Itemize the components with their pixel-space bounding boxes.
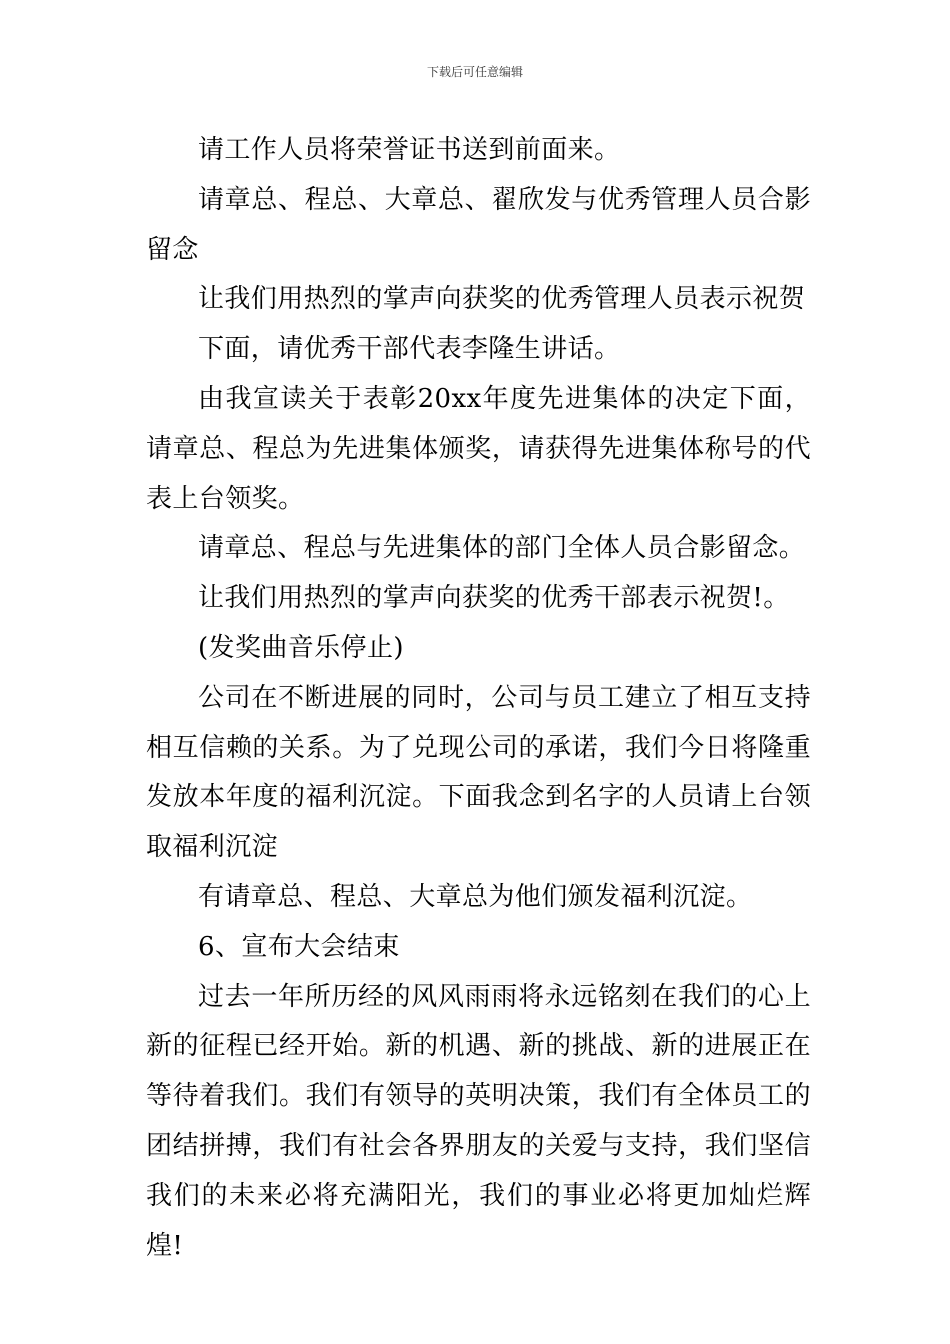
paragraph-1: 请工作人员将荣誉证书送到前面来。 (198, 135, 621, 165)
paragraph-5: 由我宣读关于表彰20xx年度先进集体的决定下面，请章总、程总为先进集体颁奖，请获得先进集体称号的代表上台领奖。 (146, 383, 811, 514)
paragraph-2: 请章总、程总、大章总、翟欣发与优秀管理人员合影留念 (146, 184, 811, 265)
paragraph-6: 请章总、程总与先进集体的部门全体人员合影留念。 (198, 533, 806, 564)
paragraph-7: 让我们用热烈的掌声向获奖的优秀干部表示祝贺!。 (198, 583, 790, 614)
paragraph-3: 让我们用热烈的掌声向获奖的优秀管理人员表示祝贺 (198, 284, 806, 315)
paragraph-4: 下面，请优秀干部代表李隆生讲话。 (198, 334, 621, 365)
page-header: 下载后可任意编辑 (426, 65, 523, 79)
paragraph-12: 过去一年所历经的风风雨雨将永远铭刻在我们的心上新的征程已经开始。新的机遇、新的挑战、新的进展正在等待着我们。我们有领导的英明决策，我们有全体员工的团结拼搏，我们有社会各界朋友的关爱与支持，我们坚信我们的未来必将充满阳光，我们的事业必将更加灿烂辉煌! (146, 981, 811, 1261)
paragraph-9: 公司在不断进展的同时，公司与员工建立了相互支持相互信赖的关系。为了兑现公司的承诺，我们今日将隆重发放本年度的福利沉淀。下面我念到名字的人员请上台领取福利沉淀 (146, 682, 811, 863)
paragraph-8: (发奖曲音乐停止) (198, 632, 404, 663)
document-body (146, 126, 811, 1271)
section-heading: 6、宣布大会结束 (198, 931, 400, 962)
paragraph-10: 有请章总、程总、大章总为他们颁发福利沉淀。 (198, 881, 753, 912)
